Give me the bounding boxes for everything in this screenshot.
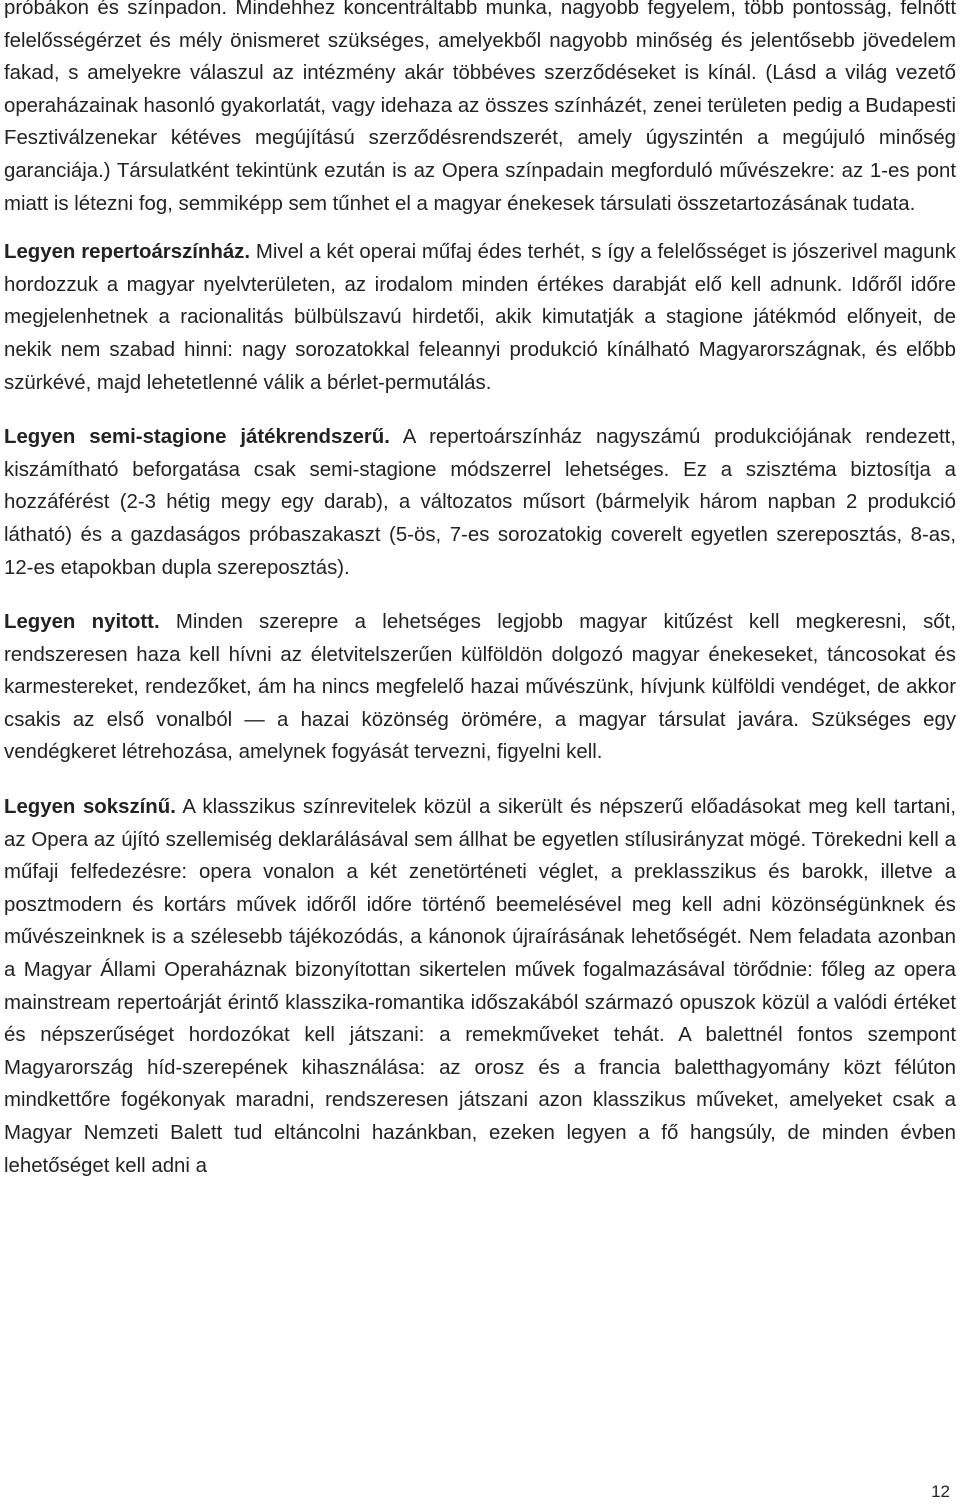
paragraph-text: Mivel a két operai műfaj édes terhét, s így a felelősséget is jószerivel magunk hordozzuk a magyar nyelvterületen, az irodalom minden értékes darabját elő kell adnunk. Időről időre megjelenhetnek a racionalitás bülbülszavú hirdetői, akik kimutatják a stagione játékmód előnyeit, de nekik nem szabad hinni: nagy sorozatokkal feleannyi produkció kínálható Magyarországnak, és előbb szürkévé, majd lehetetlenné válik a bérlet-permutálás. <box>4 241 956 394</box>
paragraph-text: próbákon és színpadon. Mindehhez koncentráltabb munka, nagyobb fegyelem, több pontosság, felnőtt felelősségérzet és mély önismeret szükséges, amelyekből nagyobb minőség és jelentősebb jövedelem fakad, s amelyekre válaszul az intézmény akár többéves szerződéseket is kínál. (Lásd a világ vezető operaházainak hasonló gyakorlatát, vagy idehaza az összes színházét, zenei területen pedig a Budapesti Fesztiválzenekar kétéves megújítású szerződésrendszerét, amely úgyszintén a megújuló minőség garanciája.) Társulatként tekintünk ezután is az Opera színpadain megforduló művészekre: az 1-es pont miatt is létezni fog, semmiképp sem tűnhet el a magyar énekesek társulati összetartozásának tudata. <box>4 0 956 215</box>
section-heading: Legyen semi-stagione játékrendszerű. <box>4 426 390 449</box>
paragraph-repertoire <box>4 236 956 399</box>
page-number: 12 <box>931 1482 950 1501</box>
paragraph-semi-stagione <box>4 421 956 584</box>
section-heading: Legyen sokszínű. <box>4 796 176 819</box>
paragraph-text: Minden szerepre a lehetséges legjobb magyar kitűzést kell megkeresni, sőt, rendszeresen haza kell hívni az életvitelszerűen külföldön dolgozó magyar énekeseket, táncosokat és karmestereket, rendezőket, ám ha nincs megfelelő hazai művészünk, hívjunk külföldi vendéget, de akkor csakis az első vonalból — a hazai közönség örömére, a magyar társulat javára. Szükséges egy vendégkeret létrehozása, amelynek fogyását tervezni, figyelni kell. <box>4 611 956 764</box>
paragraph-intro <box>4 0 956 220</box>
section-heading: Legyen nyitott. <box>4 611 160 634</box>
document-page <box>4 0 956 1204</box>
paragraph-open <box>4 606 956 769</box>
paragraph-text: A repertoárszínház nagyszámú produkciójának rendezett, kiszámítható beforgatása csak semi-stagione módszerrel lehetséges. Ez a szisztéma biztosítja a hozzáférést (2-3 hétig megy egy darab), a változatos műsort (bármelyik három napban 2 produkció látható) és a gazdaságos próbaszakaszt (5-ös, 7-es sorozatokig coverelt egyetlen szereposztás, 8-as, 12-es etapokban dupla szereposztás). <box>4 426 956 579</box>
paragraph-text: A klasszikus színrevitelek közül a sikerült és népszerű előadásokat meg kell tartani, az Opera az újító szellemiség deklarálásával sem állhat be egyetlen stílusirányzat mögé. Törekedni kell a műfaji felfedezésre: opera vonalon a két zenetörténeti véglet, a preklasszikus és barokk, illetve a posztmodern és kortárs művek időről időre történő beemelésével meg kell adni közönségünknek és művészeinknek is a szélesebb tájékozódás, a kánonok újraírásának lehetőségét. Nem feladata azonban a Magyar Állami Operaháznak bizonyítottan sikertelen művek fogalmazásával törődnie: főleg az opera mainstream repertoárját érintő klasszika-romantika időszakából származó opuszok közül a valódi értéket és népszerűséget hordozókat kell játszani: a remekműveket tehát. A balettnél fontos szempont Magyarország híd-szerepének kihasználása: az orosz és a francia baletthagyomány közt félúton mindkettőre fogékonyak maradni, rendszeresen játszani azon klasszikus műveket, amelyeket csak a Magyar Nemzeti Balett tud eltáncolni hazánkban, ezeken legyen a fő hangsúly, de minden évben lehetőséget kell adni a <box>4 796 956 1177</box>
section-heading: Legyen repertoárszínház. <box>4 241 251 264</box>
paragraph-diverse <box>4 791 956 1182</box>
